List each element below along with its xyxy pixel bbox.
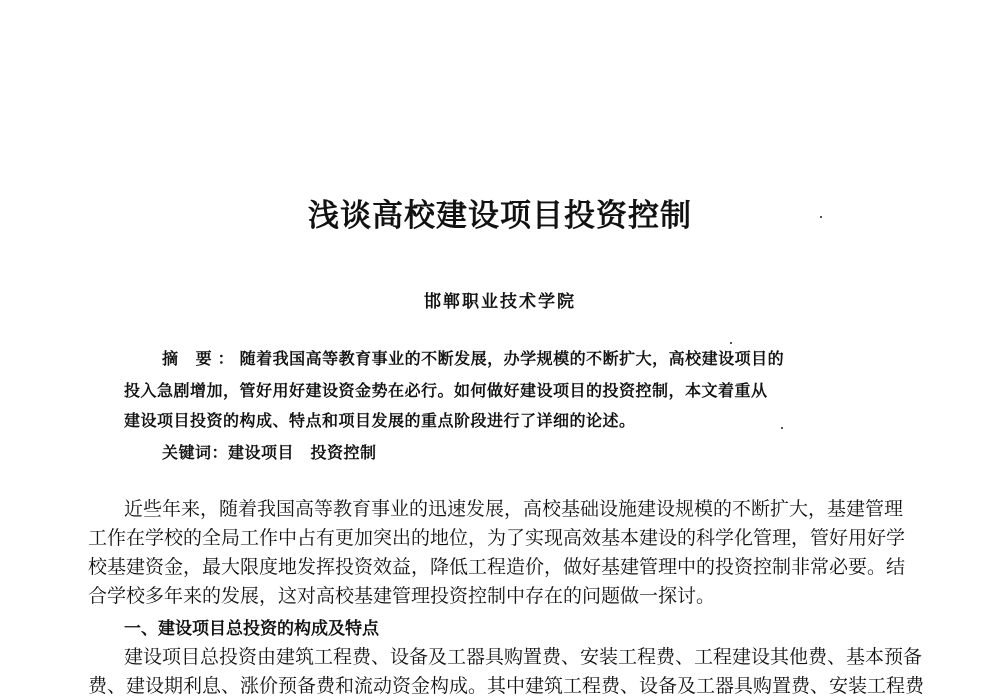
abstract-line-3: 建设项目投资的构成、特点和项目发展的重点阶段进行了详细的论述。 xyxy=(124,411,636,430)
paper-title: 浅谈高校建设项目投资控制 xyxy=(308,198,692,234)
scan-speck xyxy=(730,342,732,344)
author-affiliation: 邯郸职业技术学院 xyxy=(424,292,576,312)
scan-speck xyxy=(781,427,783,429)
abstract-line-2: 投入急剧增加，管好用好建设资金势在必行。如何做好建设项目的投资控制，本文着重从 xyxy=(124,381,768,400)
keywords-label: 关键词： xyxy=(162,443,229,462)
abstract-label: 摘 要： xyxy=(162,349,240,368)
body-line: 工作在学校的全局工作中占有更加突出的地位，为了实现高效基本建设的科学化管理，管好用好学 xyxy=(88,527,906,549)
scan-speck xyxy=(820,216,822,218)
abstract-text: 随着我国高等教育事业的不断发展，办学规模的不断扩大，高校建设项目的 xyxy=(239,349,785,368)
body-line: 校基建资金，最大限度地发挥投资效益，降低工程造价，做好基建管理中的投资控制非常必要。结 xyxy=(88,556,906,578)
body-line: 近些年来，随着我国高等教育事业的迅速发展，高校基础设施建设规模的不断扩大，基建管理 xyxy=(124,498,904,520)
body-line: 费、建设期利息、涨价预备费和流动资金构成。其中建筑工程费、设备及工器具购置费、安装工程费 xyxy=(88,675,925,697)
keywords-value: 建设项目 投资控制 xyxy=(228,443,377,462)
body-line: 建设项目总投资由建筑工程费、设备及工器具购置费、安装工程费、工程建设其他费、基本预备 xyxy=(124,646,923,668)
abstract-line-1 xyxy=(162,346,784,369)
keywords-line xyxy=(162,440,377,463)
section-heading: 一、建设项目总投资的构成及特点 xyxy=(124,619,379,639)
body-line: 合学校多年来的发展，这对高校基建管理投资控制中存在的问题做一探讨。 xyxy=(88,585,716,607)
